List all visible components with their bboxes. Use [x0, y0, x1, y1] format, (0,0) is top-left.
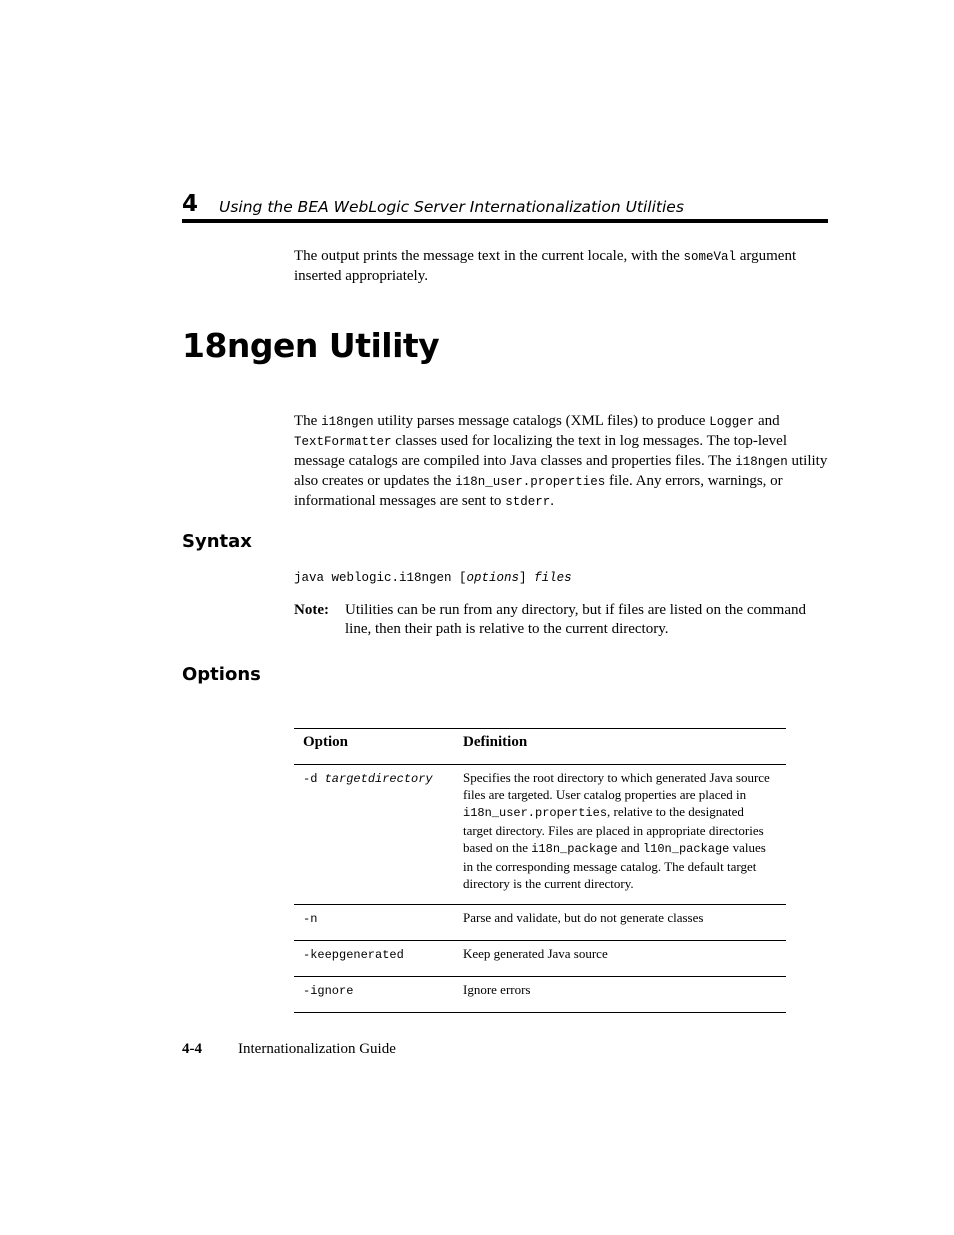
option-flag: -n: [303, 912, 318, 926]
description-paragraph: [294, 412, 828, 512]
inline-code: i18n_user.properties: [463, 806, 608, 820]
table-row: [294, 941, 786, 977]
body-text: file. Any errors, warnings, or informational messages are sent to: [294, 473, 783, 509]
definition-text: , relative to the designated target directory. Files are placed in appropriate directories based on the: [463, 804, 764, 855]
definition-cell: Parse and validate, but do not generate classes: [463, 905, 786, 941]
syntax-cmd: java weblogic.i18ngen [: [294, 571, 467, 585]
body-text: utility parses message catalogs (XML files) to produce: [373, 413, 710, 429]
option-flag: -ignore: [303, 984, 354, 998]
chapter-title: Using the BEA WebLogic Server Internationalization Utilities: [219, 198, 684, 216]
option-cell: [294, 977, 463, 1013]
inline-code: TextFormatter: [294, 435, 392, 449]
table-row: [294, 905, 786, 941]
note-label: Note:: [294, 602, 329, 618]
definition-text: Specifies the root directory to which generated Java source files are targeted. User catalog properties are placed in: [463, 770, 770, 802]
intro-text: The output prints the message text in the current locale, with the: [294, 248, 684, 264]
table-header-row: [294, 729, 786, 765]
body-text: The: [294, 413, 322, 429]
option-arg: targetdirectory: [324, 772, 433, 786]
options-heading: Options: [182, 664, 261, 685]
options-table: [294, 728, 786, 1013]
definition-cell: Keep generated Java source: [463, 941, 786, 977]
inline-code: i18ngen: [735, 455, 788, 469]
intro-paragraph: [294, 247, 828, 286]
footer-title: Internationalization Guide: [238, 1041, 396, 1057]
section-title: 18ngen Utility: [182, 326, 440, 365]
option-cell: [294, 905, 463, 941]
intro-text: argument inserted appropriately.: [294, 248, 797, 284]
definition-cell: [463, 765, 786, 905]
syntax-arg-options: options: [466, 571, 520, 585]
header-rule: [182, 219, 828, 223]
syntax-separator: ]: [519, 571, 535, 585]
definition-text: and: [617, 840, 643, 855]
syntax-heading: Syntax: [182, 531, 252, 552]
inline-code: stderr: [505, 495, 551, 509]
body-text: and: [754, 413, 780, 429]
column-header-option: Option: [294, 729, 463, 765]
option-cell: [294, 765, 463, 905]
inline-code: someVal: [683, 250, 736, 264]
inline-code: i18n_user.properties: [455, 475, 606, 489]
table-row: [294, 977, 786, 1013]
definition-text: values in the corresponding message catalog. The default target directory is the current directory.: [463, 840, 766, 891]
syntax-arg-files: files: [534, 571, 572, 585]
option-flag: -keepgenerated: [303, 948, 404, 962]
body-text: .: [550, 493, 554, 509]
table-row: [294, 765, 786, 905]
chapter-number: 4: [182, 191, 199, 217]
option-cell: [294, 941, 463, 977]
page-number: 4-4: [182, 1041, 202, 1057]
column-header-definition: Definition: [463, 729, 786, 765]
body-text: classes used for localizing the text in log messages. The top-level message catalogs are compiled into Java classes and properties files. The: [294, 433, 787, 469]
note-text: Utilities can be run from any directory, but if files are listed on the command line, then their path is relative to the current directory.: [345, 602, 806, 637]
page-footer: [182, 1040, 396, 1059]
inline-code: i18n_package: [531, 842, 618, 856]
syntax-command: [294, 570, 572, 586]
definition-cell: Ignore errors: [463, 977, 786, 1013]
inline-code: Logger: [709, 415, 755, 429]
body-text: utility also creates or updates the: [294, 453, 828, 489]
inline-code: l10n_package: [642, 842, 730, 856]
inline-code: i18ngen: [321, 415, 374, 429]
option-flag: -d: [303, 772, 325, 786]
